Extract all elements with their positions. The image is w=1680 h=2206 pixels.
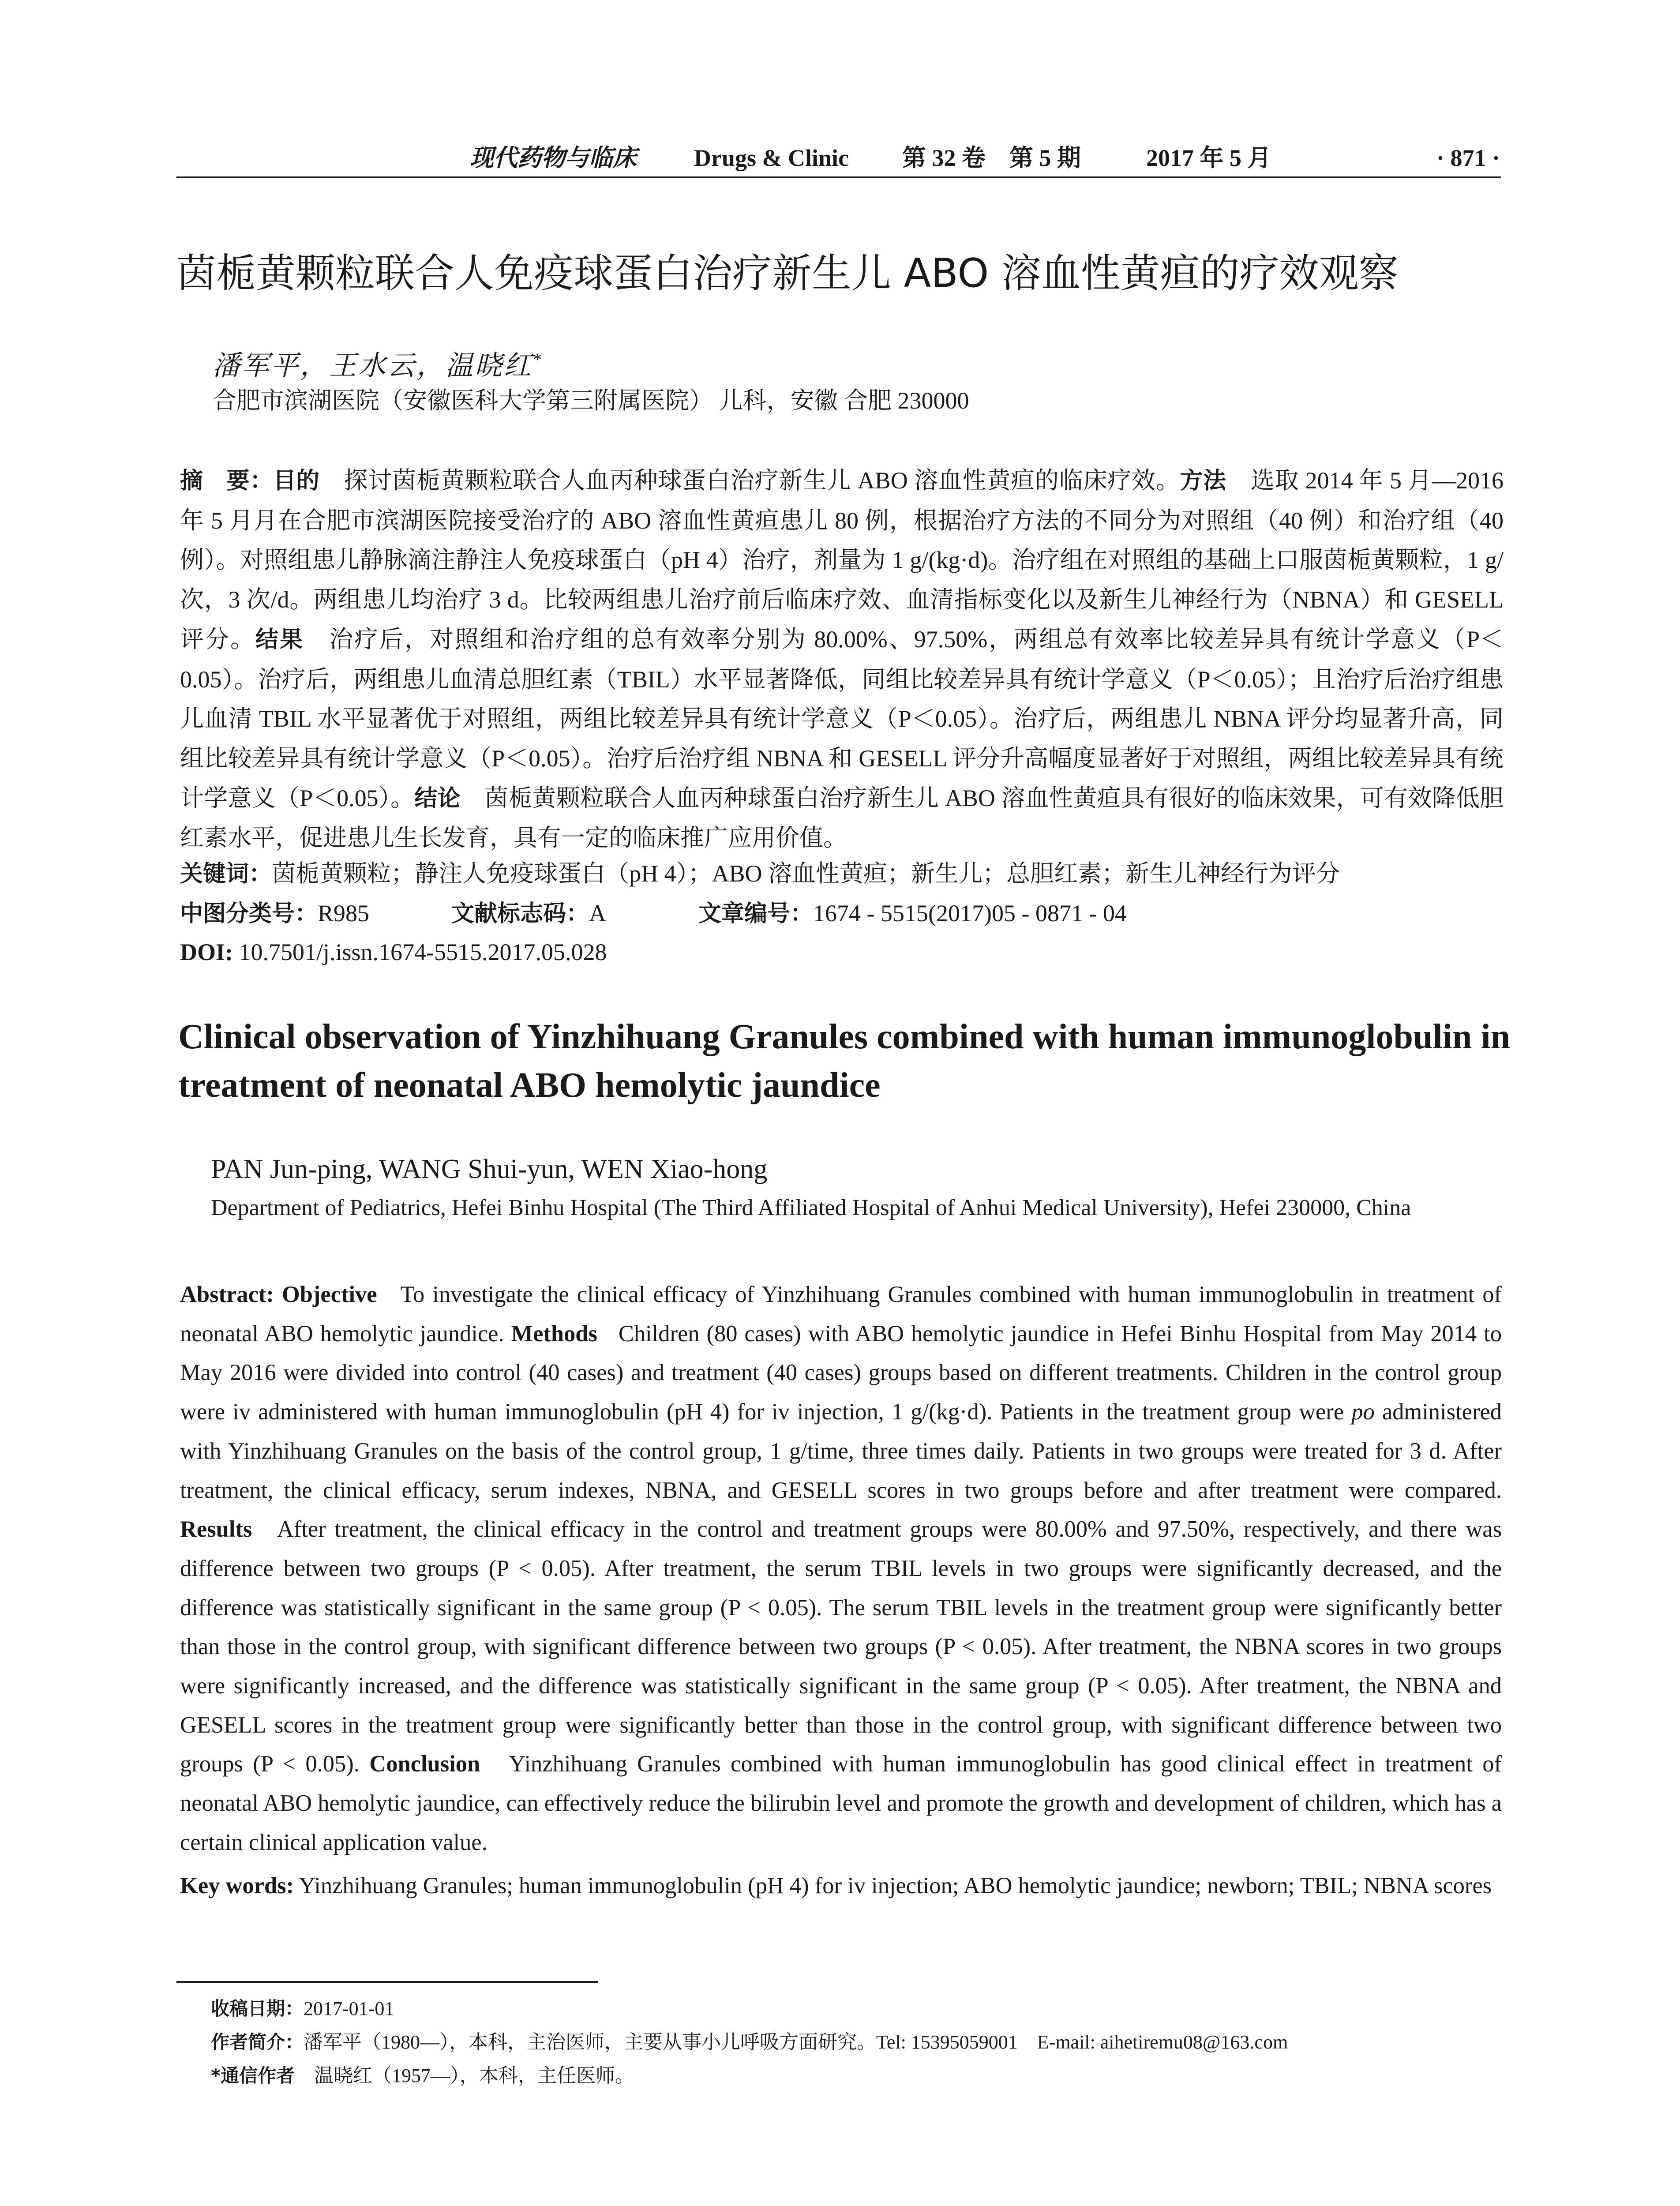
journal-issue: 第 5 期: [1009, 145, 1081, 171]
authors-cn: [213, 340, 544, 386]
objective-cn-label: 目的: [273, 468, 320, 494]
corresponding-author-mark: *: [533, 349, 544, 369]
journal-name-cn: 现代药物与临床: [470, 145, 637, 171]
title-en: Clinical observation of Yinzhihuang Granules combined with human immunoglobulin in treatment of neonatal ABO hemolytic jaundice: [178, 1017, 1511, 1105]
doi-value: 10.7501/j.issn.1674-5515.2017.05.028: [239, 939, 607, 965]
methods-en-po: po: [1351, 1399, 1375, 1425]
abstract-en-label: Abstract:: [180, 1282, 274, 1307]
conclusion-en-label: Conclusion: [369, 1751, 480, 1777]
authors-cn-names: 潘军平，王水云，温晓红: [213, 351, 533, 381]
objective-cn: 探讨茵栀黄颗粒联合人血丙种球蛋白治疗新生儿 ABO 溶血性黄疸的临床疗效。: [344, 467, 1180, 494]
methods-cn-label: 方法: [1180, 468, 1227, 494]
journal-date: 2017 年 5 月: [1146, 145, 1271, 171]
footnote-author-bio: [211, 2026, 1512, 2059]
objective-en-label: Objective: [281, 1282, 377, 1307]
corresponding-value: 温晓红（1957—），本科，主任医师。: [314, 2065, 634, 2086]
received-value: 2017-01-01: [304, 1998, 394, 2019]
document-code-value: A: [589, 900, 607, 927]
footnote-rule: [176, 1981, 598, 1983]
keywords-cn: [180, 856, 1504, 892]
results-cn-label: 结果: [255, 626, 304, 653]
document-code-label: 文献标志码：: [451, 900, 589, 927]
abstract-cn-label: 摘 要：: [180, 468, 274, 494]
header-rule: [176, 176, 1501, 178]
title-cn: 茵栀黄颗粒联合人免疫球蛋白治疗新生儿 ABO 溶血性黄疸的疗效观察: [176, 250, 1399, 296]
conclusion-cn: 茵栀黄颗粒联合人血丙种球蛋白治疗新生儿 ABO 溶血性黄疸具有很好的临床效果，可有效降低胆红素水平，促进患儿生长发育，具有一定的临床推广应用价值。: [180, 784, 1504, 852]
affiliation-en: Department of Pediatrics, Hefei Binhu Hospital (The Third Affiliated Hospital of Anhui Medical University), Hefei 230000, China: [211, 1195, 1411, 1220]
classification-number: [180, 896, 369, 931]
conclusion-en: Yinzhihuang Granules combined with human immunoglobulin has good clinical effect in treatment of neonatal ABO hemolytic jaundice, can effectively reduce the bilirubin level and promote the growth and development of children, which has a certain clinical application value.: [180, 1751, 1502, 1855]
abstract-en: [180, 1275, 1502, 1862]
classification-value: R985: [318, 900, 370, 927]
keywords-en-label: Key words:: [180, 1873, 294, 1898]
footnote-corresponding: [211, 2059, 1512, 2093]
doi: [180, 934, 1504, 970]
footnotes: [211, 1992, 1512, 2093]
abstract-cn: [180, 461, 1504, 858]
page-number: · 871 ·: [1436, 145, 1500, 171]
affiliation-cn: 合肥市滨湖医院（安徽医科大学第三附属医院） 儿科，安徽 合肥 230000: [213, 387, 969, 414]
article-number: [698, 896, 1127, 931]
conclusion-cn-label: 结论: [414, 785, 461, 812]
article-number-label: 文章编号：: [698, 900, 814, 927]
results-en-label: Results: [180, 1516, 252, 1542]
methods-en-label: Methods: [511, 1321, 597, 1347]
results-cn: 治疗后，对照组和治疗组的总有效率分别为 80.00%、97.50%，两组总有效率比较差异具有统计学意义（P＜0.05）。治疗后，两组患儿血清总胆红素（TBIL）水平显著降低，同组比较差异具有统计学意义（P＜0.05）；且治疗后治疗组患儿血清 TBIL 水平显著优于对照组，两组比较差异具有统计学意义（P＜0.05）。治疗后，两组患儿 NBNA 评分均显著升高，同组比较差异具有统计学意义（P＜0.05）。治疗后治疗组 NBNA 和 GESELL 评分升高幅度显著好于对照组，两组比较差异具有统计学意义（P＜0.05）。: [180, 626, 1504, 811]
running-header: [176, 140, 1500, 176]
document-code: [451, 896, 606, 931]
article-number-value: 1674 - 5515(2017)05 - 0871 - 04: [813, 900, 1127, 927]
keywords-cn-label: 关键词：: [180, 861, 272, 887]
keywords-en: [180, 1866, 1502, 1906]
methods-cn: 选取 2014 年 5 月—2016 年 5 月月在合肥市滨湖医院接受治疗的 ABO 溶血性黄疸患儿 80 例，根据治疗方法的不同分为对照组（40 例）和治疗组（40 例）。对照组患儿静脉滴注静注人免疫球蛋白（pH 4）治疗，剂量为 1 g/(kg·d)。治疗组在对照组的基础上口服茵栀黄颗粒，1 g/次，3 次/d。两组患儿均治疗 3 d。比较两组患儿治疗前后临床疗效、血清指标变化以及新生儿神经行为（NBNA）和 GESELL 评分。: [180, 467, 1504, 653]
authors-en: PAN Jun-ping, WANG Shui-yun, WEN Xiao-hong: [211, 1154, 768, 1184]
keywords-en-value: Yinzhihuang Granules; human immunoglobulin (pH 4) for iv injection; ABO hemolytic jaundice; newborn; TBIL; NBNA scores: [299, 1873, 1492, 1898]
objective-en: To investigate the clinical efficacy of Yinzhihuang Granules combined with human immunoglobulin in treatment of neonatal ABO hemolytic jaundice.: [180, 1282, 1502, 1347]
author-bio-label: 作者简介：: [211, 2031, 304, 2053]
results-en: After treatment, the clinical efficacy in the control and treatment groups were 80.00% and 97.50%, respectively, and there was difference between two groups (P < 0.05). After treatment, the serum TBIL levels in two groups were significantly decreased, and the difference was statistically significant in the same group (P < 0.05). The serum TBIL levels in the treatment group were significantly better than those in the control group, with significant difference between two groups (P < 0.05). After treatment, the NBNA scores in two groups were significantly increased, and the difference was statistically significant in the same group (P < 0.05). After treatment, the NBNA and GESELL scores in the treatment group were significantly better than those in the control group, with significant difference between two groups (P < 0.05).: [180, 1516, 1502, 1777]
journal-volume: 第 32 卷: [902, 145, 986, 171]
doi-label: DOI:: [180, 939, 233, 965]
corresponding-label: *通信作者: [211, 2065, 295, 2086]
footnote-received: [211, 1992, 1512, 2026]
keywords-cn-value: 茵栀黄颗粒；静注人免疫球蛋白（pH 4）；ABO 溶血性黄疸；新生儿；总胆红素；新生儿神经行为评分: [272, 860, 1340, 887]
classification-label: 中图分类号：: [180, 900, 318, 927]
methods-en-part2: administered with Yinzhihuang Granules on the basis of the control group, 1 g/time, three times daily. Patients in two groups were treated for 3 d. After treatment, the clinical efficacy, serum indexes, NBNA, and GESELL scores in two groups before and after treatment were compared.: [180, 1399, 1502, 1503]
author-bio-value: 潘军平（1980—），本科，主治医师，主要从事小儿呼吸方面研究。Tel: 15395059001 E-mail: aihetiremu08@163.com: [304, 2031, 1288, 2053]
received-label: 收稿日期：: [211, 1998, 304, 2019]
methods-en-part1: Children (80 cases) with ABO hemolytic jaundice in Hefei Binhu Hospital from May 2014 to May 2016 were divided into control (40 cases) and treatment (40 cases) groups based on different treatments. Children in the control group were iv administered with human immunoglobulin (pH 4) for iv injection, 1 g/(kg·d). Patients in the treatment group were: [180, 1321, 1502, 1425]
journal-name-en: Drugs & Clinic: [694, 145, 849, 171]
